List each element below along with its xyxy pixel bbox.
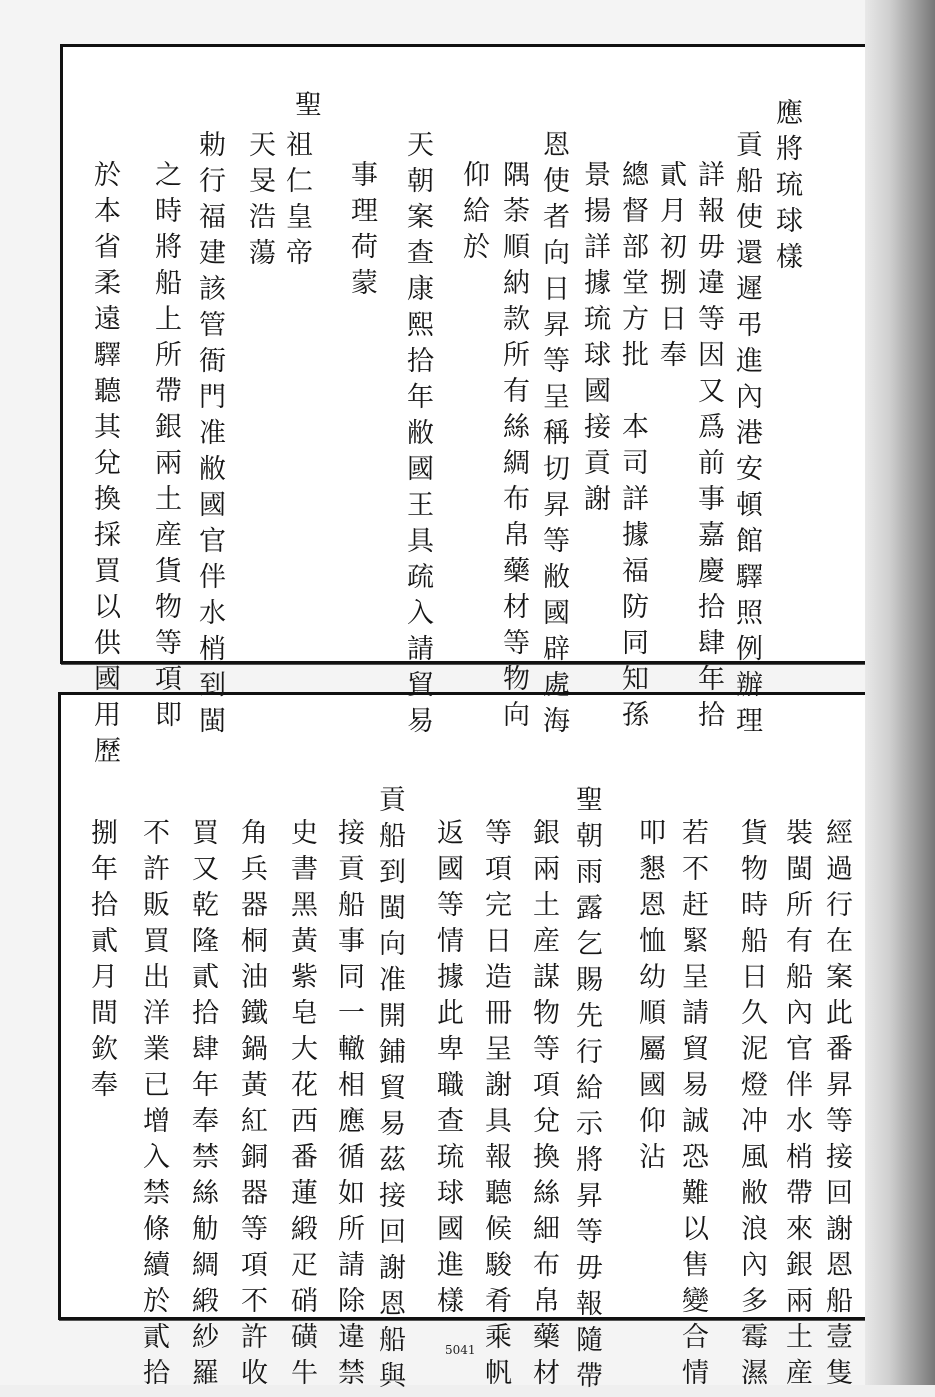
bottom-panel-column-11: 接貢船事同一轍相應循如所請除違禁 — [333, 818, 364, 1394]
bottom-panel-column-3: 貨物時船日久泥燈冲風敝浪內多霉濕 — [736, 818, 767, 1394]
bottom-panel-column-9: 返國等情據此卑職查琉球國進樣 — [432, 818, 463, 1322]
bottom-panel-column-16: 捌年拾貳月間欽奉 — [86, 818, 117, 1106]
top-panel-column-9: 仰給於 — [458, 160, 489, 268]
top-panel-column-4: 貳月初捌日奉 — [655, 160, 686, 376]
bottom-panel-column-4: 若不赶緊呈請貿易誠恐難以售變合情 — [677, 818, 708, 1394]
bottom-panel-column-15: 不許販買出洋業已增入禁條續於貳拾 — [138, 818, 169, 1394]
book-spine-shadow — [865, 0, 935, 1385]
top-panel-column-12: 聖 — [290, 90, 321, 126]
bottom-panel-column-1: 經過行在案此番昇等接回謝恩船壹隻 — [821, 818, 852, 1394]
top-panel-column-14: 天旻浩蕩 — [244, 130, 275, 274]
top-panel-column-16: 之時將船上所帶銀兩土産貨物等項即 — [150, 160, 181, 736]
top-panel-column-13: 祖仁皇帝 — [281, 130, 312, 274]
top-panel-column-15: 勅行福建該管衙門准敝國官伴水梢到閩 — [194, 130, 225, 742]
top-panel-column-17: 於本省柔遠驛聽其兌換採買以供國用歷 — [89, 160, 120, 772]
top-panel-column-6: 景揚詳據琉球國接貢謝 — [579, 160, 610, 520]
top-panel-column-5: 總督部堂方批 本司詳據福防同知孫 — [617, 160, 648, 736]
top-panel-column-8: 隅荼順納款所有絲綢布帛藥材等物向 — [498, 160, 529, 736]
top-panel-column-10: 天朝案查康熙拾年敝國王具疏入請貿易 — [402, 130, 433, 742]
top-panel-column-2: 貢船使還遲弔進內港安頓館驛照例辦理 — [731, 130, 762, 742]
bottom-panel-column-10: 貢船到閩向准開鋪貿易茲接回謝恩船與 — [374, 785, 405, 1397]
top-panel-column-11: 事理荷蒙 — [346, 160, 377, 304]
top-panel-column-3: 詳報毋違等因又爲前事嘉慶拾肆年拾 — [693, 160, 724, 736]
bottom-panel-column-6: 聖朝雨露乞賜先行給示將昇等毋報隨帶 — [571, 785, 602, 1397]
page-number: 5041 — [445, 1343, 476, 1357]
top-panel-column-7: 恩使者向日昇等呈稱切昇等敝國辟處海 — [538, 130, 569, 742]
bottom-panel-column-8: 等項完日造冊呈謝具報聽候駿肴乘帆 — [480, 818, 511, 1394]
bottom-panel-column-7: 銀兩土産謀物等項兌換絲細布帛藥材 — [528, 818, 559, 1394]
bottom-panel-column-5: 叩懇恩恤幼順屬國仰沾 — [634, 818, 665, 1178]
top-panel-column-1: 應將琉球樣 — [771, 98, 802, 278]
bottom-panel-column-13: 角兵器桐油鐵鍋黃紅銅器等項不許收 — [236, 818, 267, 1394]
bottom-panel-column-14: 買又乾隆貳拾肆年奉禁絲觔綢緞紗羅 — [187, 818, 218, 1394]
bottom-panel-column-2: 裝閩所有船內官伴水梢帶來銀兩土産 — [781, 818, 812, 1394]
bottom-panel-column-12: 史書黑黃紫皂大花西番蓮緞疋硝磺牛 — [286, 818, 317, 1394]
